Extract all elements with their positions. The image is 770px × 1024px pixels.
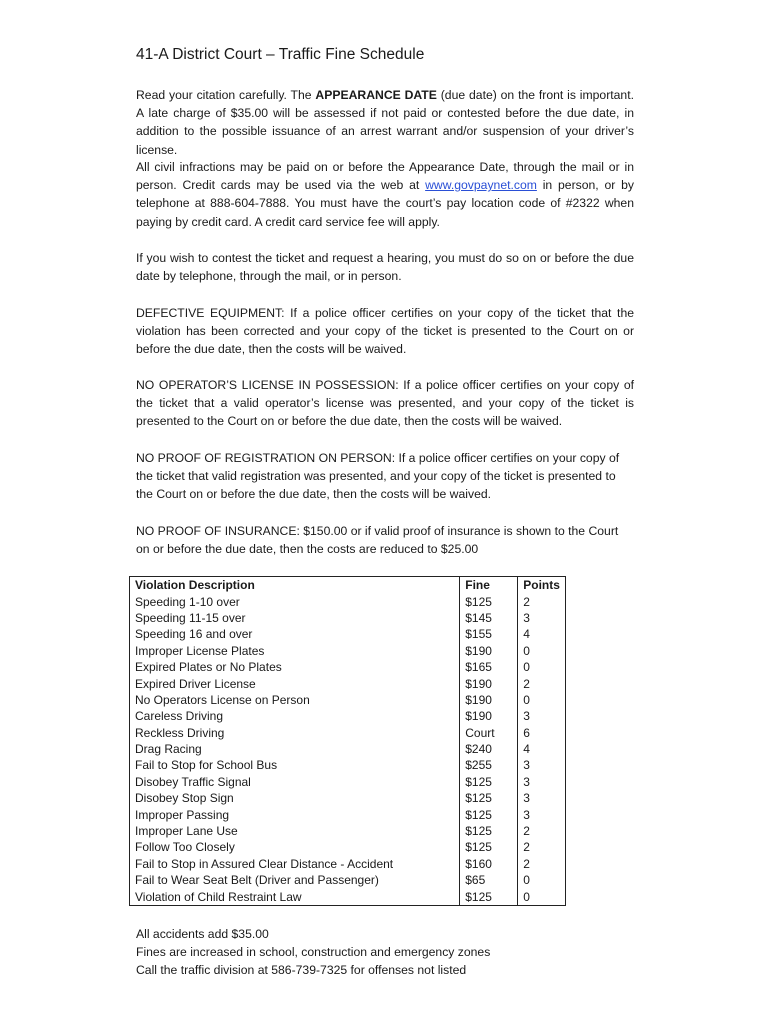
violation-cell: Fail to Stop in Assured Clear Distance - Accident (130, 856, 460, 872)
fine-cell: $125 (460, 806, 518, 822)
fine-cell: $255 (460, 757, 518, 773)
fine-cell: $155 (460, 626, 518, 642)
fine-cell: $65 (460, 872, 518, 888)
points-cell: 3 (518, 790, 566, 806)
table-row (130, 774, 566, 790)
violation-cell: Expired Plates or No Plates (130, 659, 460, 675)
table-row (130, 839, 566, 855)
violation-cell: Disobey Stop Sign (130, 790, 460, 806)
fine-cell: $190 (460, 692, 518, 708)
table-row (130, 856, 566, 872)
paragraph-defective-equipment: DEFECTIVE EQUIPMENT: If a police officer certifies on your copy of the ticket that the violation has been corrected and your copy of the ticket is presented to the Court on or before the due date, then the costs will be waived. (136, 306, 634, 357)
fine-cell: $125 (460, 593, 518, 609)
fine-cell: $125 (460, 888, 518, 905)
points-cell: 2 (518, 839, 566, 855)
p1-post: (due date) on the front is important. A late charge of $35.00 will be assessed if not paid or contested before the due date, in addition to the possible issuance of an arrest warrant and/or suspension of your driver’s license. (136, 88, 634, 157)
footer-note: Fines are increased in school, construction and emergency zones (136, 945, 491, 960)
fine-cell: $190 (460, 643, 518, 659)
points-cell: 3 (518, 757, 566, 773)
points-cell: 0 (518, 872, 566, 888)
points-cell: 0 (518, 692, 566, 708)
p2-post: in person, or by telephone at 888-604-7888. You must have the court’s pay location code of #2322 when paying by credit card. A credit card service fee will apply. (136, 178, 634, 229)
p1-pre: Read your citation carefully. The (136, 88, 316, 102)
table-row (130, 806, 566, 822)
footer-note: Call the traffic division at 586-739-7325 for offenses not listed (136, 963, 467, 978)
appearance-date-bold: APPEARANCE DATE (315, 88, 437, 102)
points-cell: 3 (518, 610, 566, 626)
table-row (130, 741, 566, 757)
paragraph-contest: If you wish to contest the ticket and request a hearing, you must do so on or before the due date by telephone, through the mail, or in person. (136, 251, 634, 284)
violation-cell: Expired Driver License (130, 675, 460, 691)
header-points: Points (518, 577, 566, 594)
points-cell: 0 (518, 643, 566, 659)
table-header-row (130, 577, 566, 594)
violation-cell: Improper License Plates (130, 643, 460, 659)
table-row (130, 888, 566, 905)
violation-cell: Careless Driving (130, 708, 460, 724)
violation-cell: Improper Passing (130, 806, 460, 822)
violation-cell: Fail to Wear Seat Belt (Driver and Passenger) (130, 872, 460, 888)
points-cell: 6 (518, 725, 566, 741)
govpaynet-link[interactable]: www.govpaynet.com (425, 178, 537, 193)
violation-cell: Disobey Traffic Signal (130, 774, 460, 790)
paragraph-no-operator-license: NO OPERATOR’S LICENSE IN POSSESSION: If a police officer certifies on your copy of the ticket that a valid operator’s license was presented, and your copy of the ticket is presented to the Court on or before the due date, then the costs will be waived. (136, 378, 634, 429)
table-row (130, 610, 566, 626)
paragraph-appearance-date (136, 86, 634, 159)
fine-cell: $160 (460, 856, 518, 872)
fine-cell: $125 (460, 823, 518, 839)
violation-cell: Speeding 1-10 over (130, 593, 460, 609)
table-row (130, 708, 566, 724)
footer-note: All accidents add $35.00 (136, 927, 269, 941)
paragraph-payment (136, 158, 634, 231)
table-row (130, 725, 566, 741)
points-cell: 2 (518, 856, 566, 872)
violation-cell: Reckless Driving (130, 725, 460, 741)
points-cell: 3 (518, 774, 566, 790)
table-row (130, 823, 566, 839)
table-body (130, 593, 566, 905)
table-row (130, 643, 566, 659)
header-fine: Fine (460, 577, 518, 594)
violation-cell: Speeding 11-15 over (130, 610, 460, 626)
fine-cell: $165 (460, 659, 518, 675)
violation-cell: Drag Racing (130, 741, 460, 757)
points-cell: 2 (518, 823, 566, 839)
table-row (130, 790, 566, 806)
table-row (130, 872, 566, 888)
table-row (130, 659, 566, 675)
points-cell: 2 (518, 593, 566, 609)
points-cell: 3 (518, 806, 566, 822)
points-cell: 4 (518, 626, 566, 642)
header-violation: Violation Description (130, 577, 460, 594)
table-row (130, 626, 566, 642)
violation-cell: Follow Too Closely (130, 839, 460, 855)
table-row (130, 692, 566, 708)
fine-cell: $240 (460, 741, 518, 757)
fine-cell: Court (460, 725, 518, 741)
fine-cell: $125 (460, 839, 518, 855)
table-row (130, 757, 566, 773)
footer-notes (136, 925, 490, 980)
fine-cell: $125 (460, 790, 518, 806)
p2-pre: All civil infractions may be paid on or before the Appearance Date, through the mail or in person. Credit cards may be used via the web at (136, 160, 634, 193)
points-cell: 0 (518, 888, 566, 905)
fine-cell: $190 (460, 708, 518, 724)
points-cell: 3 (518, 708, 566, 724)
points-cell: 0 (518, 659, 566, 675)
fine-cell: $125 (460, 774, 518, 790)
points-cell: 4 (518, 741, 566, 757)
violation-cell: Speeding 16 and over (130, 626, 460, 642)
fine-cell: $145 (460, 610, 518, 626)
page-title: 41-A District Court – Traffic Fine Schedule (136, 46, 425, 63)
table-row (130, 593, 566, 609)
violation-cell: Improper Lane Use (130, 823, 460, 839)
table-row (130, 675, 566, 691)
paragraph-no-insurance: NO PROOF OF INSURANCE: $150.00 or if valid proof of insurance is shown to the Court on or before the due date, then the costs are reduced to $25.00 (136, 524, 619, 557)
points-cell: 2 (518, 675, 566, 691)
paragraph-no-registration: NO PROOF OF REGISTRATION ON PERSON: If a police officer certifies on your copy of the ticket that valid registration was presented, and your copy of the ticket is presented to the Court on or before the due date, then the costs will be waived. (136, 451, 620, 502)
fine-cell: $190 (460, 675, 518, 691)
violation-cell: Fail to Stop for School Bus (130, 757, 460, 773)
violation-cell: Violation of Child Restraint Law (130, 888, 460, 905)
violation-cell: No Operators License on Person (130, 692, 460, 708)
fine-schedule-table (129, 576, 566, 906)
